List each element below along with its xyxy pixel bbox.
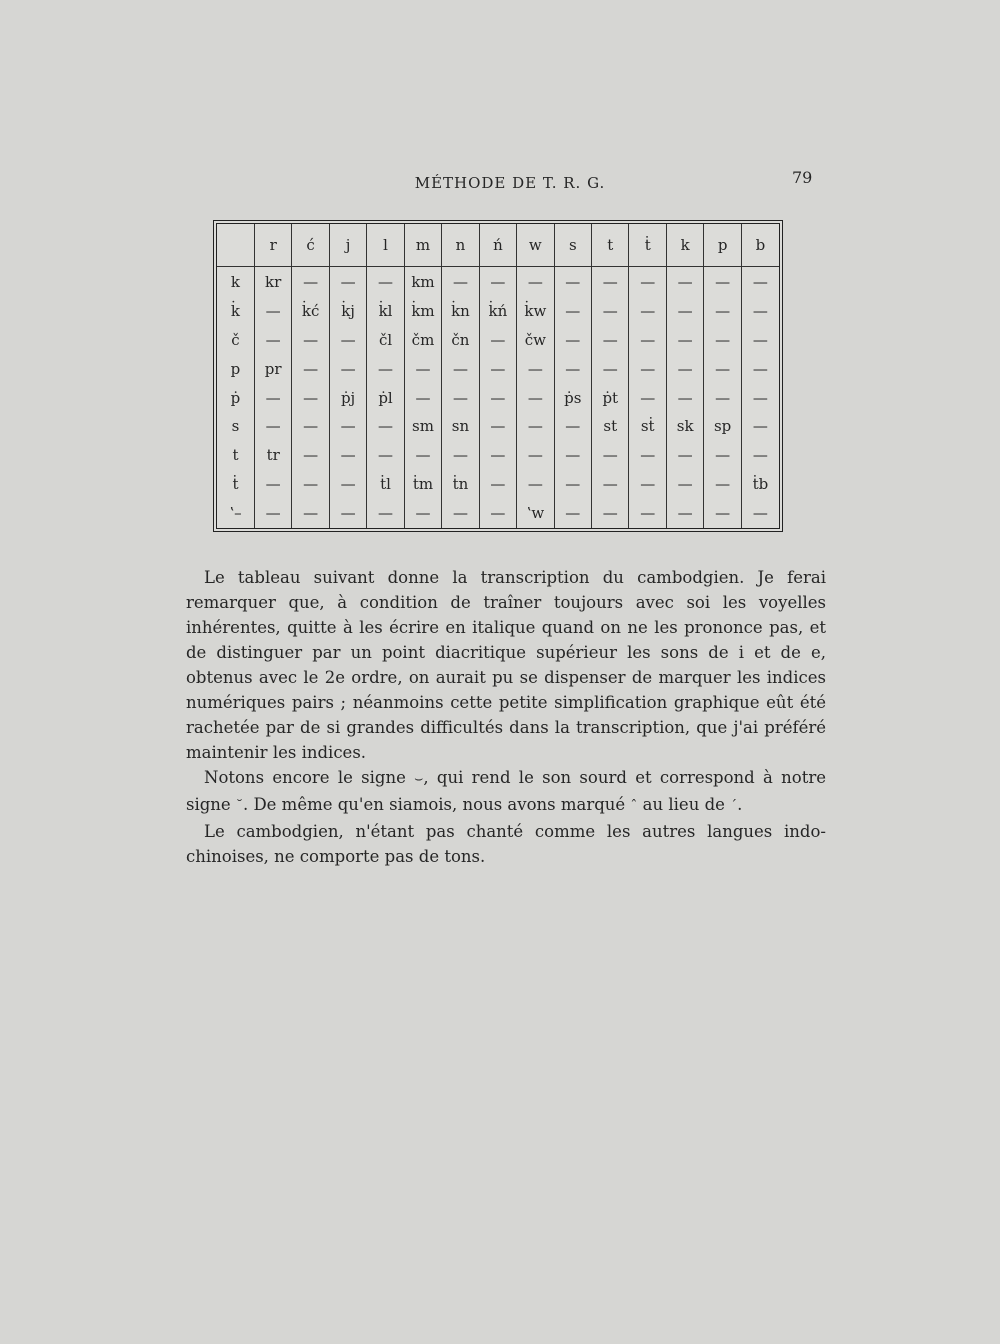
column-header: r [254,224,291,267]
table-cell: — [629,267,666,297]
table-cell: — [666,383,703,412]
column-header: p [704,224,741,267]
table-cell: — [329,412,366,441]
mute-sign-glyph: ⌣ [414,771,424,787]
table-cell: — [292,354,329,383]
table-cell: sm [404,412,441,441]
table-cell: — [367,441,404,470]
column-header: w [517,224,554,267]
table-cell: — [629,470,666,499]
table-cell: ṫl [367,470,404,499]
table-cell: sn [442,412,479,441]
paragraph-intro: Le tableau suivant donne la transcription du cambodgien. Je ferai remarquer que, à condition de traîner toujours avec soi les voyelles inhérentes, quitte à les écrire en italique quand on ne les prononce pas, et de distinguer par un point diacritique supérieur les sons de i et de e, obtenus avec le 2e ordre, on aurait pu se dispenser de marquer les indices numériques pairs ; néanmoins cette petite simplification graphique eût été rachetée par de si grandes difficultés dans la transcription, que j'ai préféré maintenir les indices. [186,568,826,762]
column-header: ć [292,224,329,267]
row-header-cell: ʽ– [229,504,242,523]
column-header: ṫ [629,224,666,267]
table-cell: — [666,441,703,470]
table-cell: — [442,383,479,412]
paragraph-signs [186,765,826,819]
table-cell: st [592,412,629,441]
row-header-cell: s [231,417,240,436]
paragraph-signs-text-3: . De même qu'en siamois, nous avons marqué [242,795,626,814]
table-cell: — [479,470,516,499]
table-cell: — [254,325,291,354]
table-cell: — [704,383,741,412]
table-cell: — [592,325,629,354]
table-cell: ṫn [442,470,479,499]
table-cell: — [329,470,366,499]
table-row [217,383,779,412]
cluster-table-grid [217,224,779,528]
table-cell: — [554,441,591,470]
table-cell: — [254,499,291,528]
table-row [217,499,779,528]
table-cell: — [517,470,554,499]
table-cell: km [404,267,441,297]
table-cell: čw [517,325,554,354]
table-cell: ʽw [517,499,554,528]
replaced-sign-glyph: ´ [730,798,738,814]
paragraph-signs-text-5: . [737,795,743,814]
table-cell: k̇ć [292,296,329,325]
column-header [217,224,254,267]
row-header-cell: č [231,330,240,349]
column-header: k [666,224,703,267]
table-cell: — [629,296,666,325]
table-cell: — [292,267,329,297]
table-cell: — [367,412,404,441]
table-cell: — [592,296,629,325]
running-header: MÉTHODE DE T. R. G. [414,174,606,192]
column-header: t [592,224,629,267]
table-cell: — [554,470,591,499]
column-header: n [442,224,479,267]
table-cell: — [292,499,329,528]
table-cell: — [329,441,366,470]
table-cell: ṗl [367,383,404,412]
table-cell: — [254,412,291,441]
table-cell: — [479,354,516,383]
table-header-row [217,224,779,267]
table-cell: — [442,267,479,297]
table-cell: — [404,441,441,470]
table-cell: — [479,383,516,412]
table-cell: — [254,296,291,325]
table-cell: — [741,267,779,297]
column-header: m [404,224,441,267]
table-cell: — [404,499,441,528]
table-cell: — [442,441,479,470]
table-row [217,296,779,325]
table-cell: — [704,325,741,354]
breve-sign-glyph: ˘ [235,798,243,814]
table-cell: čn [442,325,479,354]
table-cell: — [329,354,366,383]
table-cell: — [741,441,779,470]
table-cell: — [254,383,291,412]
table-cell: — [592,354,629,383]
column-header: ń [479,224,516,267]
table-cell: — [741,383,779,412]
table-cell: — [704,499,741,528]
table-cell: — [666,325,703,354]
paragraph-signs-text-4: au lieu de [642,795,725,814]
paragraph-signs-text-1: Notons encore le signe [204,768,406,787]
table-cell: — [629,383,666,412]
table-cell: sṫ [629,412,666,441]
table-cell: — [329,325,366,354]
table-cell: — [629,441,666,470]
table-cell: — [666,470,703,499]
table-cell: k̇m [404,296,441,325]
table-cell: — [517,267,554,297]
row-header-cell: ṫ [232,475,239,494]
table-cell: — [517,412,554,441]
table-cell: — [554,412,591,441]
table-cell: — [404,354,441,383]
table-cell: ṗj [329,383,366,412]
row-header-cell: ṗ [230,388,241,407]
table-cell: — [741,354,779,383]
table-cell: — [292,470,329,499]
table-cell: ṗt [592,383,629,412]
row-header-cell: k [230,272,241,291]
body-text [186,565,826,869]
table-row [217,412,779,441]
paragraph-tones: Le cambodgien, n'étant pas chanté comme les autres langues indo-chinoises, ne comporte pas de tons. [186,822,826,866]
table-cell: — [704,354,741,383]
table-cell: — [666,354,703,383]
table-cell: — [629,325,666,354]
paragraph-signs-text-2: , qui rend le son sourd et correspond à notre signe [186,768,826,814]
table-cell: k̇j [329,296,366,325]
column-header: j [329,224,366,267]
table-cell: — [479,325,516,354]
table-cell: — [741,412,779,441]
table-cell: — [704,267,741,297]
table-cell: čm [404,325,441,354]
table-cell: sp [704,412,741,441]
table-cell: — [629,499,666,528]
table-cell: — [554,354,591,383]
table-cell: — [666,499,703,528]
table-row [217,325,779,354]
table-body [217,267,779,529]
table-cell: ṫb [741,470,779,499]
table-cell: — [741,325,779,354]
table-cell: — [592,499,629,528]
table-cell: — [517,354,554,383]
table-cell: kr [254,267,291,297]
table-cell: — [367,354,404,383]
table-cell: — [517,441,554,470]
table-cell: tr [254,441,291,470]
column-header: l [367,224,404,267]
table-cell: — [292,325,329,354]
table-row [217,354,779,383]
table-cell: k̇ń [479,296,516,325]
table-cell: — [292,412,329,441]
table-cell: — [592,267,629,297]
table-cell: — [442,354,479,383]
table-cell: — [554,499,591,528]
table-cell: — [629,354,666,383]
table-cell: sk [666,412,703,441]
table-row [217,441,779,470]
table-cell: — [517,383,554,412]
table-cell: — [741,499,779,528]
table-cell: ṫm [404,470,441,499]
page-number: 79 [792,168,813,187]
table-cell: — [404,383,441,412]
table-cell: — [367,499,404,528]
table-cell: — [704,296,741,325]
consonant-cluster-table [213,220,783,532]
table-cell: — [554,267,591,297]
table-cell: — [254,470,291,499]
table-cell: k̇l [367,296,404,325]
table-cell: — [367,267,404,297]
table-cell: — [592,470,629,499]
table-cell: — [704,470,741,499]
column-header: b [741,224,779,267]
table-cell: — [442,499,479,528]
table-cell: pr [254,354,291,383]
table-cell: k̇n [442,296,479,325]
row-header-cell: p [230,359,241,378]
table-cell: — [479,267,516,297]
table-cell: — [479,499,516,528]
column-header: s [554,224,591,267]
table-cell: — [479,441,516,470]
table-cell: — [666,296,703,325]
table-cell: — [666,267,703,297]
table-cell: — [292,383,329,412]
table-cell: — [329,267,366,297]
table-cell: — [329,499,366,528]
table-cell: ṗs [554,383,591,412]
row-header-cell: k̇ [230,301,241,320]
table-cell: — [554,325,591,354]
table-cell: — [741,296,779,325]
table-cell: — [479,412,516,441]
table-cell: — [554,296,591,325]
table-cell: — [704,441,741,470]
table-cell: čl [367,325,404,354]
table-row [217,267,779,297]
table-cell: k̇w [517,296,554,325]
table-row [217,470,779,499]
marked-sign-glyph: ˆ [630,798,638,814]
table-cell: — [592,441,629,470]
row-header-cell: t [232,446,239,465]
table-cell: — [292,441,329,470]
